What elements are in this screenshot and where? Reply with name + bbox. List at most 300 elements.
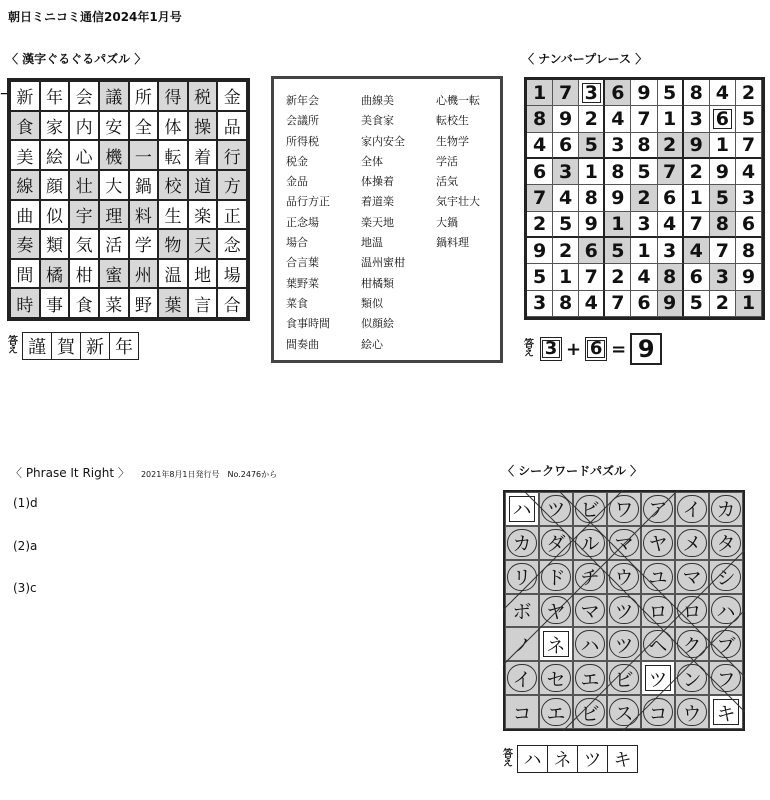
kanji-cell: 道 <box>188 170 218 200</box>
seek-word-letter: メ <box>677 529 707 557</box>
kanji-cell: 間 <box>10 259 40 289</box>
kanji-cell: 品 <box>217 111 247 141</box>
kanji-cell: 壮 <box>69 170 99 200</box>
sudoku-cell: 7 <box>527 185 553 211</box>
kanji-cell: 料 <box>129 200 159 230</box>
sudoku-cell: 6 <box>527 159 553 185</box>
sudoku-cell: 6 <box>631 291 657 317</box>
seek-word-letter: コ <box>643 698 673 726</box>
seek-word-cell <box>675 594 709 628</box>
sudoku-cell: 2 <box>684 159 710 185</box>
sudoku-cell: 9 <box>684 133 710 159</box>
seek-word-letter: ダ <box>541 529 571 557</box>
number-place-answer <box>524 333 662 365</box>
seek-word-cell <box>641 594 675 628</box>
answer-digit-a <box>540 337 562 361</box>
sudoku-cell: 2 <box>527 212 553 238</box>
equals-sign: = <box>611 338 627 360</box>
seek-word-letter: ヤ <box>541 596 571 624</box>
seek-word-answer-boxes <box>518 745 638 773</box>
word-list-item: 着道楽 <box>361 195 394 209</box>
phrase-answer-3: (3)c <box>13 581 37 595</box>
seek-word-letter: セ <box>541 664 571 692</box>
answer-digit-b <box>585 337 607 361</box>
seek-word-cell <box>641 526 675 560</box>
seek-word-letter: ロ <box>677 596 707 624</box>
seek-word-cell <box>675 560 709 594</box>
kanji-cell: 税 <box>188 81 218 111</box>
seek-word-cell <box>539 695 573 729</box>
sudoku-cell: 2 <box>579 106 605 132</box>
phrase-note: 2021年8月1日発行号 No.2476から <box>140 470 278 479</box>
sudoku-cell <box>579 80 605 106</box>
word-list-item: 食事時間 <box>286 317 330 331</box>
kanji-grid <box>7 78 250 321</box>
sudoku-cell: 4 <box>684 238 710 264</box>
seek-word-letter: ネ <box>543 631 569 657</box>
kanji-cell: 生 <box>158 200 188 230</box>
kanji-cell: 大 <box>99 170 129 200</box>
sudoku-cell: 3 <box>736 185 762 211</box>
kanji-cell: 事 <box>40 288 70 318</box>
sudoku-cell: 6 <box>553 133 579 159</box>
word-list-item: 地温 <box>361 236 383 250</box>
seek-word-letter: ツ <box>609 596 639 624</box>
sudoku-cell: 1 <box>710 133 736 159</box>
kanji-cell: 野 <box>129 288 159 318</box>
seek-word-letter: マ <box>609 529 639 557</box>
kanji-cell: 物 <box>158 229 188 259</box>
seek-word-cell <box>709 594 743 628</box>
sudoku-cell: 1 <box>684 185 710 211</box>
seek-word-letter: チ <box>575 563 605 591</box>
kanji-cell: 安 <box>99 111 129 141</box>
sudoku-cell: 5 <box>658 80 684 106</box>
kanji-cell: 場 <box>217 259 247 289</box>
sudoku-cell: 3 <box>605 133 631 159</box>
seek-word-cell <box>709 627 743 661</box>
kanji-answer-boxes <box>23 332 139 360</box>
kanji-cell: 州 <box>129 259 159 289</box>
word-list-item: 合言葉 <box>286 256 319 270</box>
seek-word-letter: カ <box>507 529 537 557</box>
kanji-cell: 着 <box>188 140 218 170</box>
word-list-item: 間奏曲 <box>286 337 319 351</box>
seek-word-letter: マ <box>677 563 707 591</box>
word-list-column <box>361 91 405 355</box>
word-list-item: 活気 <box>436 175 458 189</box>
word-list-item: 気宇壮大 <box>436 195 480 209</box>
kanji-cell: 内 <box>69 111 99 141</box>
seek-word-cell <box>573 661 607 695</box>
phrase-answer-1: (1)d <box>13 496 38 510</box>
seek-word-letter: ボ <box>512 600 532 623</box>
sudoku-cell: 2 <box>710 291 736 317</box>
word-list-item: 葉野菜 <box>286 276 319 290</box>
seek-word-cell <box>573 594 607 628</box>
sudoku-cell: 6 <box>736 212 762 238</box>
word-list-item: 菜食 <box>286 296 308 310</box>
word-list-item: 美食家 <box>361 114 394 128</box>
seek-word-cell <box>709 695 743 729</box>
seek-word-cell <box>675 492 709 526</box>
sudoku-cell: 4 <box>658 212 684 238</box>
kanji-cell: 菜 <box>99 288 129 318</box>
seek-word-cell <box>607 560 641 594</box>
sudoku-cell: 1 <box>658 106 684 132</box>
word-list-item: 正念場 <box>286 215 319 229</box>
sudoku-cell: 1 <box>579 159 605 185</box>
kanji-cell: 理 <box>99 200 129 230</box>
seek-word-letter: キ <box>713 699 739 725</box>
word-list-item: 類似 <box>361 296 383 310</box>
answer-box: 謹 <box>22 332 52 360</box>
kanji-cell: 活 <box>99 229 129 259</box>
kanji-cell: 家 <box>40 111 70 141</box>
sudoku-cell: 3 <box>684 106 710 132</box>
kanji-cell: 温 <box>158 259 188 289</box>
kanji-cell: 年 <box>40 81 70 111</box>
sudoku-cell: 5 <box>631 159 657 185</box>
seek-word-letter: ビ <box>575 495 605 523</box>
kanji-cell: 蜜 <box>99 259 129 289</box>
sudoku-cell: 7 <box>553 80 579 106</box>
seek-word-answer <box>503 745 638 773</box>
sudoku-cell: 6 <box>658 185 684 211</box>
seek-word-letter: ア <box>643 495 673 523</box>
seek-word-cell <box>709 526 743 560</box>
word-list-item: 楽天地 <box>361 215 394 229</box>
answer-box: ツ <box>577 745 608 773</box>
sudoku-cell: 7 <box>736 133 762 159</box>
answer-digit-a-value: 3 <box>542 340 561 358</box>
sudoku-cell: 4 <box>631 264 657 290</box>
sudoku-cell: 7 <box>631 106 657 132</box>
sudoku-cell: 3 <box>631 212 657 238</box>
seek-word-letter: リ <box>507 563 537 591</box>
sudoku-cell: 4 <box>527 133 553 159</box>
seek-word-letter: ウ <box>677 698 707 726</box>
seek-word-cell <box>573 560 607 594</box>
seek-word-cell <box>573 526 607 560</box>
sudoku-cell: 4 <box>579 291 605 317</box>
phrase-header-row <box>10 462 277 481</box>
seek-word-cell <box>709 560 743 594</box>
seek-word-cell <box>539 661 573 695</box>
kanji-cell: 心 <box>69 140 99 170</box>
sudoku-cell: 2 <box>553 238 579 264</box>
word-list-item: 絵心 <box>361 337 383 351</box>
sudoku-cell: 7 <box>605 291 631 317</box>
seek-word-grid <box>503 490 745 731</box>
sudoku-cell: 8 <box>553 291 579 317</box>
answer-box: 新 <box>80 332 110 360</box>
sudoku-cell: 8 <box>527 106 553 132</box>
seek-word-cell <box>607 594 641 628</box>
seek-word-letter: ツ <box>609 630 639 658</box>
sudoku-cell: 5 <box>736 106 762 132</box>
sudoku-cell: 9 <box>527 238 553 264</box>
sudoku-cell: 8 <box>736 238 762 264</box>
kanji-cell: 得 <box>158 81 188 111</box>
answer-digit-b-value: 6 <box>587 340 606 358</box>
sudoku-cell: 3 <box>658 238 684 264</box>
plus-sign: + <box>566 338 582 360</box>
word-list-item: 大鍋 <box>436 215 458 229</box>
seek-word-cell <box>641 492 675 526</box>
seek-word-letter: ブ <box>711 630 741 658</box>
seek-word-cell <box>675 627 709 661</box>
sudoku-cell: 4 <box>553 185 579 211</box>
sudoku-cell: 8 <box>631 133 657 159</box>
seek-word-letter: ス <box>609 698 639 726</box>
seek-word-cell <box>641 661 675 695</box>
seek-word-letter: ロ <box>643 596 673 624</box>
kanji-cell: 美 <box>10 140 40 170</box>
seek-word-cell <box>539 526 573 560</box>
kanji-cell: 行 <box>217 140 247 170</box>
seek-word-cell <box>539 594 573 628</box>
kanji-cell: 念 <box>217 229 247 259</box>
word-list-item: 曲線美 <box>361 94 394 107</box>
page-title: 朝日ミニコミ通信2024年1月号 <box>8 10 182 24</box>
kanji-cell: 金 <box>217 81 247 111</box>
seek-word-letter: ワ <box>609 495 639 523</box>
word-list-item: 場合 <box>286 236 308 250</box>
kanji-cell: 所 <box>129 81 159 111</box>
phrase-header: 〈 Phrase It Right 〉 <box>10 466 130 480</box>
word-list-item: 全体 <box>361 154 383 168</box>
answer-box: 年 <box>109 332 139 360</box>
seek-word-letter: ハ <box>575 630 605 658</box>
seek-word-letter: タ <box>711 529 741 557</box>
word-list-item: 新年会 <box>286 94 319 107</box>
word-list-item: 会議所 <box>286 114 319 128</box>
seek-word-letter: コ <box>512 702 532 725</box>
sudoku-cell: 3 <box>553 159 579 185</box>
seek-word-cell <box>505 627 539 661</box>
sudoku-cell: 8 <box>658 264 684 290</box>
sudoku-cell: 1 <box>527 80 553 106</box>
kanji-cell: 言 <box>188 288 218 318</box>
answer-label: 答え <box>8 336 18 356</box>
seek-word-letter: ウ <box>609 563 639 591</box>
number-place-header: 〈 ナンバープレース 〉 <box>522 52 648 66</box>
word-list-item: 似顔絵 <box>361 317 394 331</box>
seek-word-cell <box>607 526 641 560</box>
seek-word-letter: エ <box>575 664 605 692</box>
answer-box: ネ <box>547 745 578 773</box>
kanji-cell: 葉 <box>158 288 188 318</box>
kanji-cell: 時 <box>10 288 40 318</box>
seek-word-cell <box>505 695 539 729</box>
kanji-cell: 曲 <box>10 200 40 230</box>
seek-word-cell <box>573 695 607 729</box>
seek-word-header: 〈 シークワードパズル 〉 <box>502 464 643 478</box>
kanji-cell: 気 <box>69 229 99 259</box>
kanji-cell: 合 <box>217 288 247 318</box>
seek-word-letter: イ <box>507 664 537 692</box>
sudoku-cell: 6 <box>579 238 605 264</box>
word-list-item: 柑橘類 <box>361 276 394 290</box>
seek-word-letter: ン <box>677 664 707 692</box>
kanji-cell: 正 <box>217 200 247 230</box>
kanji-cell: 一 <box>129 140 159 170</box>
kanji-cell: 絵 <box>40 140 70 170</box>
sudoku-cell: 5 <box>684 291 710 317</box>
sudoku-cell: 5 <box>579 133 605 159</box>
seek-word-cell <box>641 560 675 594</box>
seek-word-letter: ハ <box>711 596 741 624</box>
sudoku-cell: 6 <box>684 264 710 290</box>
answer-box: ハ <box>517 745 548 773</box>
kanji-cell: 奏 <box>10 229 40 259</box>
seek-word-cell <box>607 661 641 695</box>
seek-word-letter: シ <box>711 563 741 591</box>
seek-word-cell <box>539 627 573 661</box>
seek-word-cell <box>539 492 573 526</box>
kanji-cell: 楽 <box>188 200 218 230</box>
kanji-cell: 鍋 <box>129 170 159 200</box>
seek-word-cell <box>607 627 641 661</box>
seek-word-cell <box>505 661 539 695</box>
sudoku-cell: 4 <box>605 106 631 132</box>
phrase-answer-2: (2)a <box>13 539 38 553</box>
kanji-cell: 全 <box>129 111 159 141</box>
seek-word-cell <box>505 594 539 628</box>
kanji-cell: 線 <box>10 170 40 200</box>
seek-word-cell <box>505 526 539 560</box>
answer-label: 答え <box>503 749 513 769</box>
sudoku-cell: 9 <box>605 185 631 211</box>
word-list-item: 転校生 <box>436 114 469 128</box>
seek-word-letter: ユ <box>643 563 673 591</box>
sudoku-cell: 5 <box>710 185 736 211</box>
seek-word-cell <box>573 492 607 526</box>
sudoku-cell: 8 <box>605 159 631 185</box>
sudoku-cell: 9 <box>553 106 579 132</box>
sudoku-cell: 3 <box>710 264 736 290</box>
seek-word-letter: ク <box>677 630 707 658</box>
sudoku-grid <box>524 77 765 320</box>
word-list-item: 温州蜜柑 <box>361 256 405 270</box>
sudoku-cell <box>710 106 736 132</box>
sudoku-cell: 7 <box>579 264 605 290</box>
seek-word-cell <box>675 695 709 729</box>
sudoku-cell: 9 <box>736 264 762 290</box>
answer-box: キ <box>607 745 638 773</box>
kanji-cell: 操 <box>188 111 218 141</box>
seek-word-letter: ツ <box>541 495 571 523</box>
sudoku-cell: 7 <box>684 212 710 238</box>
kanji-cell: 食 <box>10 111 40 141</box>
sudoku-cell: 2 <box>631 185 657 211</box>
sudoku-cell: 8 <box>579 185 605 211</box>
kanji-cell: 校 <box>158 170 188 200</box>
kanji-cell: 方 <box>217 170 247 200</box>
seek-word-cell <box>505 492 539 526</box>
seek-word-letter: ビ <box>575 698 605 726</box>
start-arrow-icon: → <box>0 86 12 102</box>
seek-word-letter: エ <box>541 698 571 726</box>
sudoku-cell: 2 <box>605 264 631 290</box>
answer-result: 9 <box>630 333 662 365</box>
word-list-item: 品行方正 <box>286 195 330 209</box>
kanji-cell: 類 <box>40 229 70 259</box>
word-list-item: 生物学 <box>436 134 469 148</box>
kanji-cell: 転 <box>158 140 188 170</box>
seek-word-cell <box>641 695 675 729</box>
seek-word-letter: ハ <box>509 496 535 522</box>
sudoku-cell: 9 <box>631 80 657 106</box>
seek-word-letter: ド <box>541 563 571 591</box>
sudoku-cell: 1 <box>605 212 631 238</box>
seek-word-letter: フ <box>711 664 741 692</box>
seek-word-letter: ノ <box>512 634 532 657</box>
seek-word-letter: ヘ <box>643 630 673 658</box>
seek-word-letter: イ <box>677 495 707 523</box>
sudoku-cell: 8 <box>684 80 710 106</box>
sudoku-cell: 2 <box>736 80 762 106</box>
seek-word-letter: ツ <box>645 665 671 691</box>
word-list-item: 所得税 <box>286 134 319 148</box>
seek-word-cell <box>675 526 709 560</box>
kanji-cell: 食 <box>69 288 99 318</box>
sudoku-cell: 4 <box>736 159 762 185</box>
seek-word-letter: カ <box>711 495 741 523</box>
kanji-puzzle-header: 〈 漢字ぐるぐるパズル 〉 <box>6 52 147 66</box>
sudoku-cell: 6 <box>605 80 631 106</box>
word-list-column <box>286 91 330 355</box>
sudoku-cell: 9 <box>658 291 684 317</box>
seek-word-letter: マ <box>575 596 605 624</box>
kanji-cell: 議 <box>99 81 129 111</box>
sudoku-cell: 2 <box>658 133 684 159</box>
kanji-cell: 顔 <box>40 170 70 200</box>
kanji-answer <box>8 332 139 360</box>
sudoku-cell: 9 <box>710 159 736 185</box>
kanji-cell: 天 <box>188 229 218 259</box>
word-list-column <box>436 91 480 253</box>
seek-word-letter: ル <box>575 529 605 557</box>
seek-word-letter: ビ <box>609 664 639 692</box>
seek-word-cell <box>539 560 573 594</box>
kanji-cell: 体 <box>158 111 188 141</box>
word-list-item: 心機一転 <box>436 94 480 107</box>
sudoku-cell: 1 <box>553 264 579 290</box>
sudoku-cell: 5 <box>553 212 579 238</box>
sudoku-cell-value: 6 <box>713 109 732 129</box>
sudoku-cell: 7 <box>710 238 736 264</box>
sudoku-cell: 3 <box>527 291 553 317</box>
kanji-cell: 似 <box>40 200 70 230</box>
sudoku-cell: 9 <box>579 212 605 238</box>
word-list-item: 金品 <box>286 175 308 189</box>
seek-word-cell <box>709 492 743 526</box>
kanji-cell: 柑 <box>69 259 99 289</box>
answer-label: 答え <box>524 339 534 359</box>
word-list-item: 体操着 <box>361 175 394 189</box>
kanji-cell: 会 <box>69 81 99 111</box>
seek-word-cell <box>573 627 607 661</box>
seek-word-letter: ヤ <box>643 529 673 557</box>
sudoku-cell: 8 <box>710 212 736 238</box>
sudoku-cell: 4 <box>710 80 736 106</box>
sudoku-cell: 5 <box>605 238 631 264</box>
kanji-cell: 地 <box>188 259 218 289</box>
sudoku-cell: 5 <box>527 264 553 290</box>
sudoku-cell: 7 <box>658 159 684 185</box>
